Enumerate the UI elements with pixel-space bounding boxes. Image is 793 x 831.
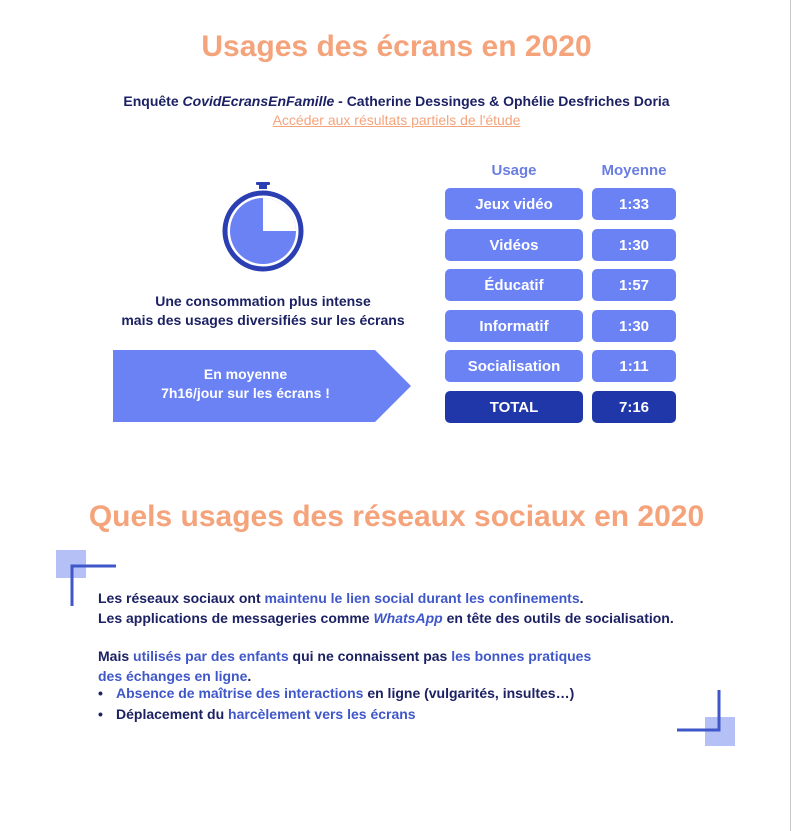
- paragraph-line: [98, 646, 591, 666]
- social-paragraph-2: [98, 646, 591, 686]
- average-cell: 1:33: [592, 188, 676, 220]
- average-arrow-text: [113, 365, 378, 403]
- bullet-item: [98, 683, 574, 703]
- survey-prefix: Enquête: [123, 93, 183, 109]
- whatsapp-text: WhatsApp: [373, 610, 443, 626]
- corner-bracket-bottom-right: [677, 690, 735, 746]
- usage-cell: Socialisation: [445, 350, 583, 382]
- social-paragraph-1: [98, 588, 674, 628]
- paragraph-line: [98, 588, 674, 608]
- text-run: Déplacement du: [116, 706, 229, 722]
- usage-cell: Éducatif: [445, 269, 583, 301]
- usage-cell: Jeux vidéo: [445, 188, 583, 220]
- caption-line-1: Une consommation plus intense: [155, 293, 371, 309]
- average-cell: 1:57: [592, 269, 676, 301]
- usage-cell: Vidéos: [445, 229, 583, 261]
- average-cell: 1:30: [592, 229, 676, 261]
- usage-cell: Informatif: [445, 310, 583, 342]
- highlight-text: les bonnes pratiques: [451, 648, 592, 664]
- text-run: en tête des outils de socialisation.: [442, 610, 674, 626]
- text-run: Les applications de messageries comme: [98, 610, 374, 626]
- text-run: Mais: [98, 648, 134, 664]
- page-title: Usages des écrans en 2020: [201, 30, 592, 63]
- average-cell: 1:30: [592, 310, 676, 342]
- bullet-item: [98, 704, 416, 724]
- highlight-text: harcèlement vers les écrans: [228, 706, 416, 722]
- study-results-link[interactable]: Accéder aux résultats partiels de l'étude: [272, 112, 521, 128]
- social-section-title: Quels usages des réseaux sociaux en 2020: [88, 500, 705, 533]
- stopwatch-icon: [219, 182, 307, 274]
- arrow-line-2: 7h16/jour sur les écrans !: [161, 385, 330, 401]
- arrow-line-1: En moyenne: [203, 366, 288, 382]
- highlight-text: utilisés par des enfants: [133, 648, 289, 664]
- highlight-text: des échanges en ligne: [98, 668, 248, 684]
- text-run: en ligne (vulgarités, insultes…): [363, 685, 575, 701]
- bullet-icon: •: [98, 685, 103, 701]
- highlight-text: Absence de maîtrise des interactions: [116, 685, 364, 701]
- text-run: .: [247, 668, 252, 684]
- total-average-cell: 7:16: [592, 391, 676, 423]
- text-run: qui ne connaissent pas: [288, 648, 452, 664]
- paragraph-line: [98, 608, 674, 628]
- survey-authors: - Catherine Dessinges & Ophélie Desfriches Doria: [334, 93, 670, 109]
- total-usage-cell: TOTAL: [445, 391, 583, 423]
- survey-name: CovidEcransEnFamille: [182, 93, 335, 109]
- consumption-caption: [108, 292, 418, 330]
- text-run: Les réseaux sociaux ont: [98, 590, 265, 606]
- bullet-icon: •: [98, 706, 103, 722]
- average-cell: 1:11: [592, 350, 676, 382]
- column-header-usage: Usage: [491, 162, 537, 179]
- highlight-text: maintenu le lien social durant les confinements: [264, 590, 580, 606]
- survey-credit: [0, 93, 793, 109]
- column-header-average: Moyenne: [601, 162, 667, 179]
- text-run: .: [579, 590, 584, 606]
- caption-line-2: mais des usages diversifiés sur les écrans: [121, 312, 405, 328]
